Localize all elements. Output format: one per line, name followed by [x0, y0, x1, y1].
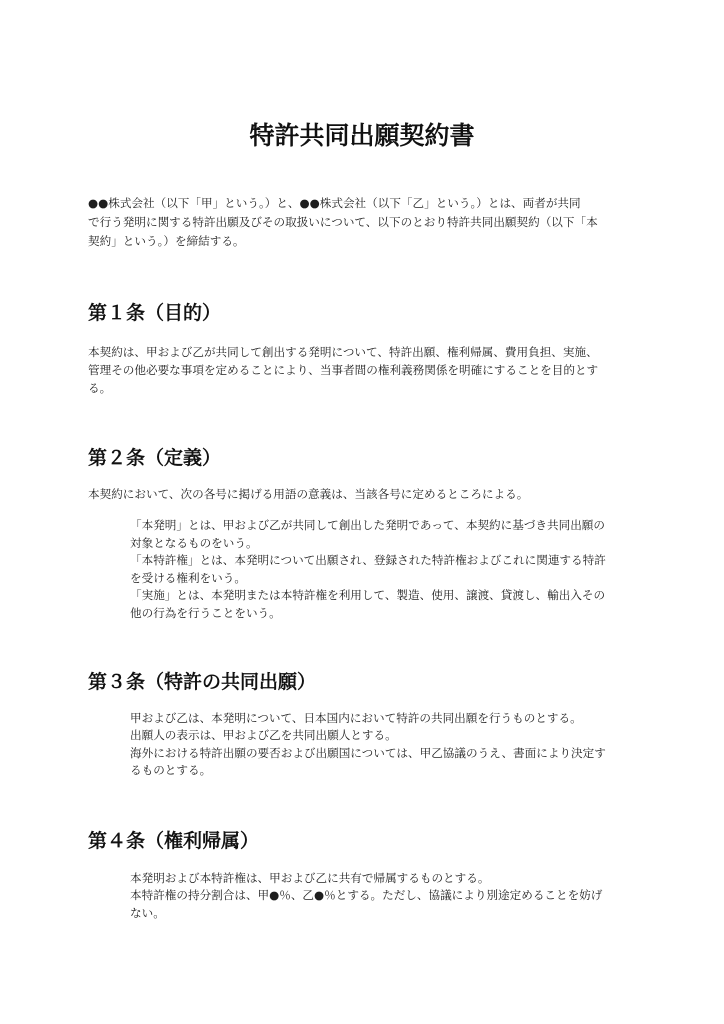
article-1-line: 管理その他必要な事項を定めることにより、当事者間の権利義務関係を明確にすることを目的とす [88, 363, 599, 377]
document-title: 特許共同出願契約書 [249, 121, 475, 150]
article-2-item: 「実施」とは、本発明または本特許権を利用して、製造、使用、譲渡、貸渡し、輸出入その [130, 588, 606, 602]
article-2-item: 「本発明」とは、甲および乙が共同して創出した発明であって、本契約に基づき共同出願の [130, 518, 605, 532]
article-2-item: 対象となるものをいう。 [130, 536, 258, 550]
article-2-line: 本契約において、次の各号に掲げる用語の意義は、当該各号に定めるところによる。 [88, 487, 529, 501]
article-3-heading: 第３条（特許の共同出願） [88, 671, 317, 693]
preamble-line: ●●株式会社（以下「甲」という。）と、●●株式会社（以下「乙」という。）とは、両者が共同 [88, 196, 581, 210]
article-4-item: ない。 [130, 906, 165, 920]
article-1-line: る。 [88, 381, 112, 395]
preamble-line: 契約」という。）を締結する。 [88, 234, 245, 248]
article-2-item: を受ける権利をいう。 [130, 571, 246, 585]
article-4-heading: 第４条（権利帰属） [88, 830, 260, 852]
article-1-heading: 第１条（目的） [88, 302, 222, 324]
article-3-item: 甲および乙は、本発明について、日本国内において特許の共同出願を行うものとする。 [130, 711, 582, 725]
article-4-item: 本発明および本特許権は、甲および乙に共有で帰属するものとする。 [130, 871, 490, 885]
preamble-line: で行う発明に関する特許出願及びその取扱いについて、以下のとおり特許共同出願契約（以下「本 [88, 215, 598, 229]
article-2-heading: 第２条（定義） [88, 447, 222, 469]
article-1-line: 本契約は、甲および乙が共同して創出する発明について、特許出願、権利帰属、費用負担、実施、 [88, 345, 598, 359]
article-3-item: るものとする。 [130, 763, 212, 777]
article-2-item: 他の行為を行うことをいう。 [130, 606, 281, 620]
article-4-item: 本特許権の持分割合は、甲●％、乙●％とする。ただし、協議により別途定めることを妨げ [130, 888, 603, 902]
article-2-item: 「本特許権」とは、本発明について出願され、登録された特許権およびこれに関連する特許 [130, 553, 606, 567]
article-3-item: 出願人の表示は、甲および乙を共同出願人とする。 [130, 728, 397, 742]
article-3-item: 海外における特許出願の要否および出願国については、甲乙協議のうえ、書面により決定す [130, 746, 606, 760]
